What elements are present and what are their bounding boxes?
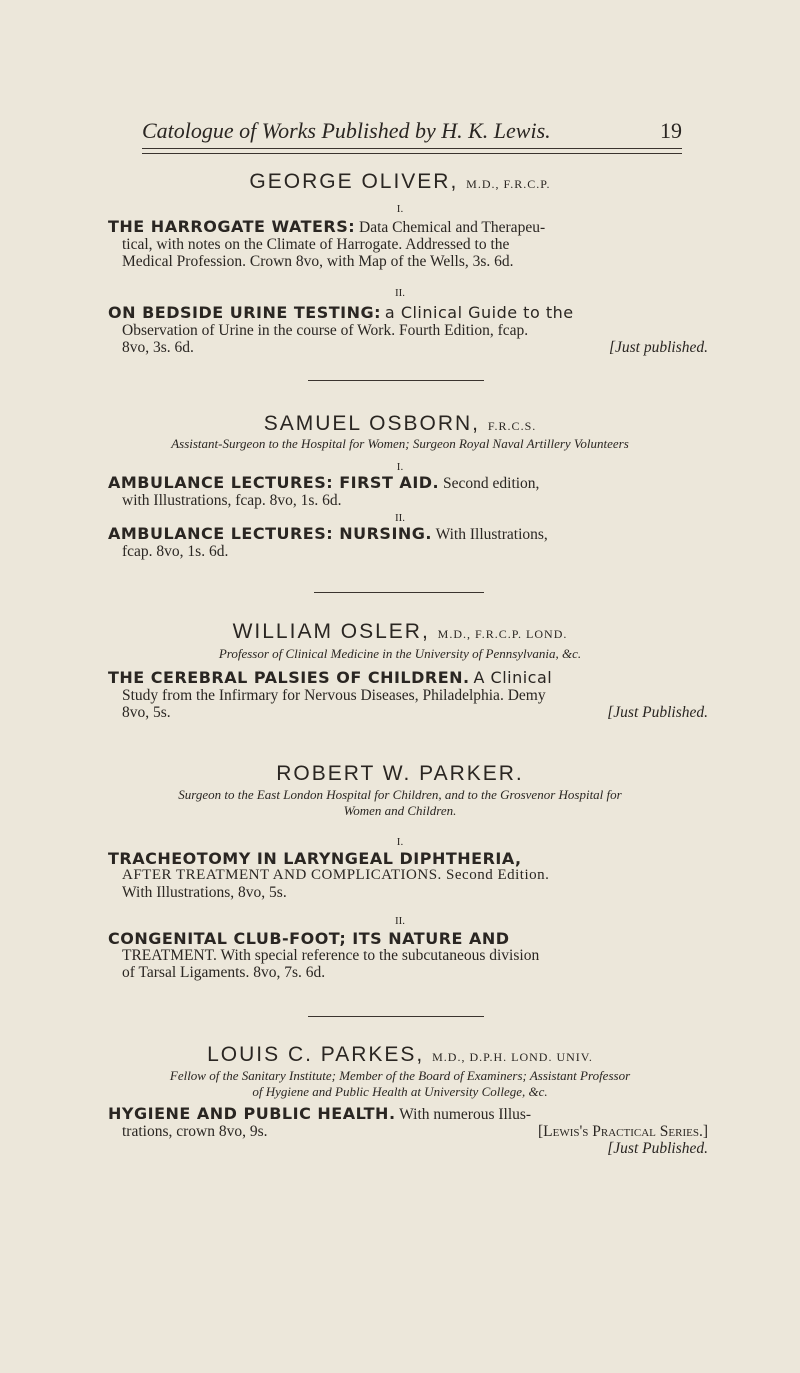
- entry-text: With Illustrations, 8vo, 5s.: [122, 884, 287, 901]
- entry-title: TRACHEOTOMY IN LARYNGEAL DIPHTHERIA,: [108, 849, 522, 868]
- author-affiliation: Surgeon to the East London Hospital for Children, and to the Grosvenor Hospital for: [178, 787, 622, 802]
- author-name: SAMUEL OSBORN,: [263, 412, 480, 435]
- entry-text: tical, with notes on the Climate of Harrogate. Addressed to the: [122, 236, 510, 253]
- author-osborn: [0, 412, 800, 436]
- author-degrees: M.D., F.R.C.P.: [466, 177, 551, 191]
- entry-text: Medical Profession. Crown 8vo, with Map of the Wells, 3s. 6d.: [122, 253, 514, 270]
- entry-text: Second edition,: [443, 475, 540, 492]
- entry-title: CONGENITAL CLUB-FOOT; ITS NATURE AND: [108, 929, 510, 948]
- running-head-title: Catologue of Works Published by H. K. Lewis.: [142, 118, 551, 143]
- entry-title: AMBULANCE LECTURES: FIRST AID.: [108, 473, 440, 492]
- item-numeral: II.: [394, 512, 406, 524]
- running-head: [142, 118, 682, 150]
- entry-text: With numerous Illus-: [399, 1106, 532, 1123]
- section-divider: [308, 380, 484, 381]
- author-degrees: F.R.C.S.: [487, 419, 537, 433]
- header-rule: [142, 148, 682, 154]
- publication-note: [Just published.: [608, 339, 708, 356]
- entry-text: With Illustrations,: [435, 526, 548, 543]
- author-name: WILLIAM OSLER,: [232, 620, 430, 643]
- author-name: GEORGE OLIVER,: [249, 170, 459, 193]
- author-parker: [0, 762, 800, 786]
- section-divider: [314, 592, 484, 593]
- entry-bedside-urine: [108, 304, 708, 356]
- series-note: [Lewis's Practical Series.]: [537, 1123, 708, 1140]
- entry-text: Study from the Infirmary for Nervous Diseases, Philadelphia. Demy: [122, 687, 546, 704]
- author-parkes: [0, 1043, 800, 1067]
- author-affiliation: Professor of Clinical Medicine in the University of Pennsylvania, &c.: [218, 646, 582, 661]
- entry-text: TREATMENT. With special reference to the subcutaneous division: [122, 947, 540, 964]
- author-affiliation: Assistant-Surgeon to the Hospital for Women; Surgeon Royal Naval Artillery Volunteers: [171, 436, 629, 451]
- entry-first-aid: [108, 474, 708, 509]
- author-name: LOUIS C. PARKES,: [207, 1043, 425, 1066]
- entry-text: 8vo, 3s. 6d.: [122, 339, 194, 356]
- entry-title: HYGIENE AND PUBLIC HEALTH.: [108, 1104, 396, 1123]
- entry-hygiene: [108, 1105, 708, 1157]
- publication-note: [Just Published.: [607, 704, 708, 721]
- entry-tracheotomy: [108, 850, 708, 901]
- author-affiliation: Women and Children.: [343, 803, 457, 818]
- entry-title: THE HARROGATE WATERS:: [108, 217, 356, 236]
- entry-title: THE CEREBRAL PALSIES OF CHILDREN.: [108, 668, 470, 687]
- author-oliver: [0, 170, 800, 194]
- author-name: ROBERT W. PARKER.: [276, 762, 524, 785]
- entry-title: AMBULANCE LECTURES: NURSING.: [108, 524, 432, 543]
- entry-text: of Tarsal Ligaments. 8vo, 7s. 6d.: [122, 964, 326, 981]
- entry-text: 8vo, 5s.: [122, 704, 171, 721]
- entry-cerebral-palsies: [108, 669, 708, 721]
- item-numeral: II.: [394, 287, 406, 299]
- entry-text: Data Chemical and Therapeu-: [359, 219, 546, 236]
- item-numeral: II.: [394, 915, 406, 927]
- entry-text: AFTER TREATMENT AND COMPLICATIONS. Second Edition.: [122, 867, 550, 883]
- author-affiliation: Fellow of the Sanitary Institute; Member of the Board of Examiners; Assistant Professor: [169, 1068, 631, 1083]
- entry-nursing: [108, 525, 708, 560]
- entry-text: Observation of Urine in the course of Work. Fourth Edition, fcap.: [122, 322, 529, 339]
- item-numeral: I.: [396, 836, 404, 848]
- entry-text: trations, crown 8vo, 9s.: [122, 1123, 268, 1140]
- entry-title: ON BEDSIDE URINE TESTING:: [108, 303, 382, 322]
- entry-title-rest: a Clinical Guide to the: [384, 303, 574, 322]
- section-divider: [308, 1016, 484, 1017]
- item-numeral: I.: [396, 461, 404, 473]
- entry-text: with Illustrations, fcap. 8vo, 1s. 6d.: [122, 492, 342, 509]
- entry-harrogate-waters: [108, 218, 708, 270]
- author-degrees: M.D., F.R.C.P. LOND.: [437, 627, 568, 641]
- publication-note: [Just Published.: [607, 1140, 708, 1157]
- author-osler: [0, 620, 800, 644]
- entry-text: fcap. 8vo, 1s. 6d.: [122, 543, 229, 560]
- item-numeral: I.: [396, 203, 404, 215]
- page-number: 19: [660, 118, 682, 143]
- entry-title-rest: A Clinical: [473, 668, 553, 687]
- entry-club-foot: [108, 930, 708, 981]
- author-degrees: M.D., D.P.H. LOND. UNIV.: [432, 1050, 593, 1064]
- author-affiliation: of Hygiene and Public Health at University College, &c.: [252, 1084, 548, 1099]
